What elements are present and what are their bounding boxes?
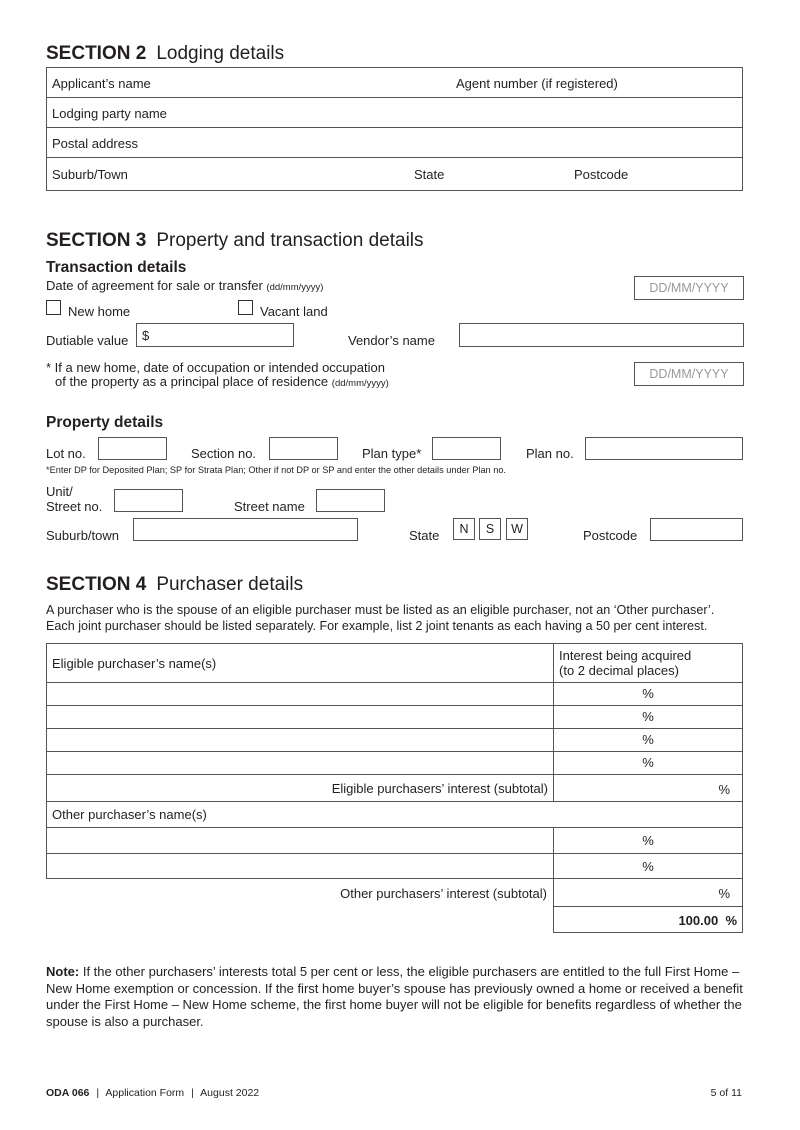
purchaser-intro-1: A purchaser who is the spouse of an eligible purchaser must be listed as an eligible purchaser, not an ‘Other purchaser’. bbox=[46, 603, 715, 617]
dutiable-value-label: Dutiable value bbox=[46, 333, 129, 348]
interest-header-line-2: (to 2 decimal places) bbox=[559, 663, 679, 678]
total-value: 100.00 % bbox=[678, 913, 737, 928]
section-3-number: SECTION 3 bbox=[46, 230, 147, 251]
suburb-town-field[interactable]: Suburb/Town bbox=[52, 167, 128, 182]
agreement-date-input[interactable]: DD/MM/YYYY bbox=[634, 276, 744, 300]
eligible-subtotal-input[interactable] bbox=[553, 774, 743, 801]
footer-sep-2: | bbox=[191, 1087, 194, 1099]
transaction-details-heading: Transaction details bbox=[46, 259, 187, 276]
occupation-date-input[interactable]: DD/MM/YYYY bbox=[634, 362, 744, 386]
agreement-date-hint: (dd/mm/yyyy) bbox=[266, 282, 324, 293]
purchaser-note bbox=[46, 964, 746, 1030]
other-header-row bbox=[46, 801, 743, 827]
table-row bbox=[46, 728, 743, 751]
postcode-field[interactable]: Postcode bbox=[574, 167, 629, 182]
other-interest-input-2[interactable]: % bbox=[553, 853, 743, 879]
suburb-row bbox=[47, 158, 742, 191]
section-no-label: Section no. bbox=[191, 446, 257, 461]
footer-code: ODA 066 bbox=[46, 1087, 90, 1099]
footer-page-number: 5 of 11 bbox=[710, 1087, 742, 1099]
eligible-subtotal-label-cell bbox=[46, 774, 553, 801]
eligible-names-header: Eligible purchaser’s name(s) bbox=[52, 656, 217, 671]
agent-number-field[interactable]: Agent number (if registered) bbox=[456, 76, 618, 91]
section-3-heading: Property and transaction details bbox=[156, 230, 424, 251]
occupation-line-2 bbox=[55, 374, 389, 389]
unit-street-label bbox=[46, 484, 102, 514]
other-subtotal-percent: % bbox=[718, 886, 730, 901]
property-state-label: State bbox=[409, 528, 440, 543]
occupation-line-2-text: of the property as a principal place of residence bbox=[55, 374, 329, 389]
other-name-input-1[interactable] bbox=[46, 827, 553, 853]
interest-header-line-1: Interest being acquired bbox=[559, 648, 692, 663]
vendor-name-label: Vendor’s name bbox=[348, 333, 435, 348]
street-name-input[interactable] bbox=[316, 489, 385, 512]
state-letter-s: S bbox=[479, 518, 501, 540]
table-row bbox=[46, 705, 743, 728]
lodging-party-name-field[interactable]: Lodging party name bbox=[52, 106, 167, 121]
lot-no-label: Lot no. bbox=[46, 446, 86, 461]
note-text: If the other purchasers’ interests total 5 per cent or less, the eligible purchasers are entitled to the full First Home – New Home exemption or concession. If the first home buyer’s spouse has previously owned a home or received a benefit under the First Home – New Home scheme, the first home buyer will not be eligible for benefits regardless of whether the spouse is also a purchaser. bbox=[46, 964, 743, 1029]
section-no-input[interactable] bbox=[269, 437, 338, 460]
vendor-name-input[interactable] bbox=[459, 323, 744, 347]
occupation-line-1: * If a new home, date of occupation or intended occupation bbox=[46, 360, 385, 375]
street-no-label: Street no. bbox=[46, 499, 103, 514]
lodging-party-row bbox=[47, 98, 742, 128]
purchaser-header-row bbox=[46, 643, 743, 682]
eligible-name-input-4[interactable] bbox=[46, 751, 553, 774]
eligible-name-input-1[interactable] bbox=[46, 682, 553, 705]
eligible-subtotal-percent: % bbox=[718, 782, 730, 797]
table-row bbox=[46, 682, 743, 705]
lot-no-input[interactable] bbox=[98, 437, 167, 460]
eligible-interest-input-2[interactable]: % bbox=[553, 705, 743, 728]
street-name-label: Street name bbox=[234, 499, 305, 514]
plan-no-label: Plan no. bbox=[526, 446, 574, 461]
property-suburb-input[interactable] bbox=[133, 518, 358, 541]
other-interest-input-1[interactable]: % bbox=[553, 827, 743, 853]
other-subtotal-row bbox=[46, 879, 743, 906]
interest-header bbox=[559, 648, 691, 678]
vacant-land-checkbox[interactable] bbox=[238, 300, 253, 315]
purchaser-intro-2: Each joint purchaser should be listed separately. For example, list 2 joint tenants as each having a 50 per cent interest. bbox=[46, 619, 708, 633]
footer-sep-1: | bbox=[96, 1087, 100, 1099]
lodging-details-table bbox=[46, 67, 743, 191]
eligible-subtotal-row bbox=[46, 774, 743, 801]
other-name-input-2[interactable] bbox=[46, 853, 553, 879]
footer-left bbox=[46, 1087, 259, 1099]
street-no-input[interactable] bbox=[114, 489, 183, 512]
unit-label: Unit/ bbox=[46, 484, 73, 499]
total-row bbox=[46, 906, 743, 933]
property-details-heading: Property details bbox=[46, 414, 164, 431]
section-2-heading: Lodging details bbox=[156, 43, 285, 64]
currency-symbol: $ bbox=[142, 328, 150, 343]
eligible-interest-input-4[interactable]: % bbox=[553, 751, 743, 774]
new-home-checkbox[interactable] bbox=[46, 300, 61, 315]
eligible-interest-input-1[interactable]: % bbox=[553, 682, 743, 705]
dutiable-value-input[interactable] bbox=[136, 323, 294, 347]
plan-type-input[interactable] bbox=[432, 437, 501, 460]
footer-form: Application Form bbox=[105, 1087, 185, 1099]
plan-type-label: Plan type* bbox=[362, 446, 422, 461]
eligible-interest-input-3[interactable]: % bbox=[553, 728, 743, 751]
eligible-header-cell bbox=[46, 643, 553, 682]
total-cell bbox=[553, 906, 743, 933]
section-2-number: SECTION 2 bbox=[46, 43, 147, 64]
postal-address-row bbox=[47, 128, 742, 158]
new-home-label: New home bbox=[68, 304, 131, 319]
state-field[interactable]: State bbox=[414, 167, 445, 182]
postal-address-field[interactable]: Postal address bbox=[52, 136, 138, 151]
eligible-name-input-3[interactable] bbox=[46, 728, 553, 751]
property-postcode-input[interactable] bbox=[650, 518, 743, 541]
interest-header-cell bbox=[553, 643, 743, 682]
footer-date: August 2022 bbox=[200, 1087, 260, 1099]
property-postcode-label: Postcode bbox=[583, 528, 638, 543]
vacant-land-label: Vacant land bbox=[260, 304, 328, 319]
section-4-heading: Purchaser details bbox=[156, 574, 304, 595]
eligible-subtotal-label: Eligible purchasers’ interest (subtotal) bbox=[331, 781, 548, 796]
table-row bbox=[46, 751, 743, 774]
agreement-date-text: Date of agreement for sale or transfer bbox=[46, 278, 263, 293]
note-label: Note: bbox=[46, 964, 80, 979]
property-suburb-label: Suburb/town bbox=[46, 528, 119, 543]
other-names-header: Other purchaser’s name(s) bbox=[52, 807, 207, 822]
table-row bbox=[46, 853, 743, 879]
applicant-row bbox=[47, 68, 742, 98]
applicant-name-field[interactable]: Applicant’s name bbox=[52, 76, 151, 91]
plan-type-note: *Enter DP for Deposited Plan; SP for Strata Plan; Other if not DP or SP and enter the other details under Plan no. bbox=[46, 465, 506, 475]
section-3-title bbox=[46, 230, 424, 252]
plan-no-input[interactable] bbox=[585, 437, 743, 460]
state-letter-w: W bbox=[506, 518, 528, 540]
table-row bbox=[46, 827, 743, 853]
other-subtotal-input[interactable] bbox=[553, 878, 743, 906]
section-2-title bbox=[46, 43, 284, 65]
other-subtotal-label: Other purchasers’ interest (subtotal) bbox=[340, 886, 547, 901]
agreement-date-label bbox=[46, 278, 323, 293]
occupation-date-hint: (dd/mm/yyyy) bbox=[331, 378, 389, 389]
state-letter-n: N bbox=[453, 518, 475, 540]
section-4-title bbox=[46, 574, 303, 596]
section-4-number: SECTION 4 bbox=[46, 574, 147, 595]
eligible-name-input-2[interactable] bbox=[46, 705, 553, 728]
